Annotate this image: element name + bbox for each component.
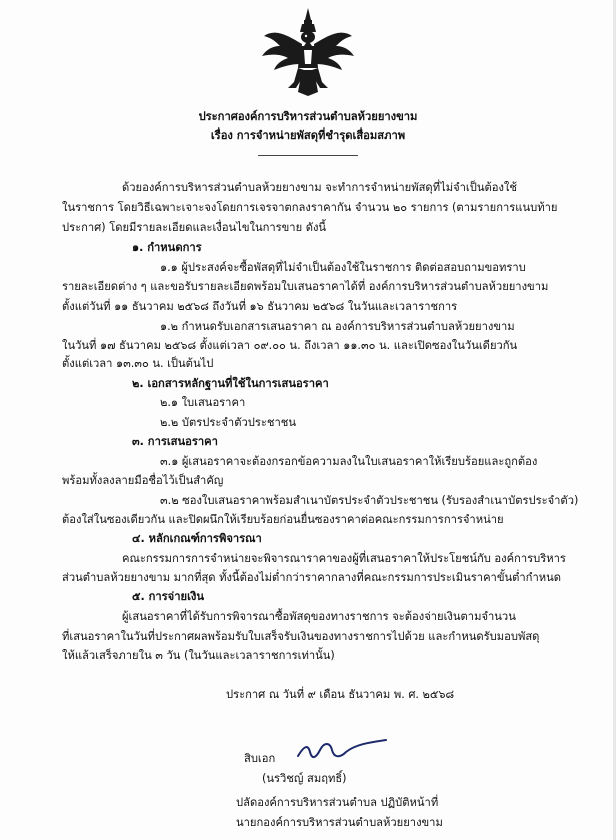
intro-line-2: ในราชการ โดยวิธีเฉพาะเจาะจงโดยการเจรจาตกลงราคากัน จำนวน ๒๐ รายการ (ตามรายการแนบท้าย xyxy=(62,201,558,214)
intro-line-1: ด้วยองค์การบริหารส่วนตำบลห้วยยางขาม จะทำการจำหน่ายพัสดุที่ไม่จำเป็นต้องใช้ xyxy=(122,181,517,194)
signer-rank: สิบเอก xyxy=(244,752,276,765)
signer-position-line-1: ปลัดองค์การบริหารส่วนตำบล ปฏิบัติหน้าที่ xyxy=(236,796,439,809)
item-3-2-line-1: ๓.๒ ซองใบเสนอราคาพร้อมสำเนาบัตรประจำตัวประชาชน (รับรองสำเนาบัตรประจำตัว) xyxy=(160,494,579,507)
handwritten-signature xyxy=(296,730,388,770)
item-1-1-line-3: ตั้งแต่วันที่ ๑๑ ธันวาคม ๒๕๖๘ ถึงวันที่ ๑๖ ธันวาคม ๒๕๖๘ ในวันและเวลาราชการ xyxy=(62,300,458,313)
title-divider xyxy=(258,155,358,156)
item-3-1-line-2: พร้อมทั้งลงลายมือชื่อไว้เป็นสำคัญ xyxy=(62,474,224,487)
item-1-2-line-1: ๑.๒ กำหนดรับเอกสารเสนอราคา ณ องค์การบริหารส่วนตำบลห้วยยางขาม xyxy=(160,320,515,333)
item-2-2: ๒.๒ บัตรประจำตัวประชาชน xyxy=(160,416,296,429)
item-1-2-line-2: ในวันที่ ๑๗ ธันวาคม ๒๕๖๘ ตั้งแต่เวลา ๐๙.๐๐ น. ถึงเวลา ๑๑.๓๐ น. และเปิดซองในวันเดียวกัน xyxy=(62,339,518,352)
section-2-heading: ๒. เอกสารหลักฐานที่ใช้ในการเสนอราคา xyxy=(132,377,329,390)
section-5-heading: ๕. การจ่ายเงิน xyxy=(132,590,205,603)
announcement-date: ประกาศ ณ วันที่ ๙ เดือน ธันวาคม พ. ศ. ๒๕๖๘ xyxy=(226,688,455,701)
section-4-heading: ๔. หลักเกณฑ์การพิจารณา xyxy=(132,532,262,545)
section-3-heading: ๓. การเสนอราคา xyxy=(132,435,218,448)
item-3-2-line-2: ต้องใส่ในซองเดียวกัน และปิดผนึกให้เรียบร้อยก่อนยื่นซองราคาต่อคณะกรรมการการจำหน่าย xyxy=(62,513,504,526)
section-1-heading: ๑. กำหนดการ xyxy=(132,241,202,254)
intro-line-3: ประกาศ) โดยมีรายละเอียดและเงื่อนไขในการขาย ดังนี้ xyxy=(62,221,327,234)
document-title: ประกาศองค์การบริหารส่วนตำบลห้วยยางขาม xyxy=(198,110,418,123)
signer-name: (นรวิชญ์ สมฤทธิ์) xyxy=(262,772,347,785)
item-1-2-line-3: ตั้งแต่เวลา ๑๓.๓๐ น. เป็นต้นไป xyxy=(62,357,214,370)
garuda-emblem-icon xyxy=(258,6,358,98)
signer-position-line-2: นายกองค์การบริหารส่วนตำบลห้วยยางขาม xyxy=(236,816,443,829)
section-5-line-2: ที่เสนอราคาในวันที่ประกาศผลพร้อมรับใบเสร็จรับเงินของทางราชการไปด้วย และกำหนดรับมอบพัสดุ xyxy=(62,630,540,643)
section-5-line-1: ผู้เสนอราคาที่ได้รับการพิจารณาซื้อพัสดุของทางราชการ จะต้องจ่ายเงินตามจำนวน xyxy=(122,610,516,623)
section-5-line-3: ให้แล้วเสร็จภายใน ๓ วัน (ในวันและเวลาราชการเท่านั้น) xyxy=(62,649,335,662)
section-4-line-1: คณะกรรมการการจำหน่ายจะพิจารณาราคาของผู้ที่เสนอราคาให้ประโยชน์กับ องค์การบริหาร xyxy=(122,552,566,565)
item-3-1-line-1: ๓.๑ ผู้เสนอราคาจะต้องกรอกข้อความลงในใบเสนอราคาให้เรียบร้อยและถูกต้อง xyxy=(160,455,538,468)
section-4-line-2: ส่วนตำบลห้วยยางขาม มากที่สุด ทั้งนี้ต้องไม่ต่ำกว่าราคากลางที่คณะกรรมการประเมินราคาขั้นต่ำกำหนด xyxy=(62,571,562,584)
item-2-1: ๒.๑ ใบเสนอราคา xyxy=(160,396,246,409)
item-1-1-line-1: ๑.๑ ผู้ประสงค์จะซื้อพัสดุที่ไม่จำเป็นต้องใช้ในราชการ ติดต่อสอบถามขอทราบ xyxy=(160,261,526,274)
item-1-1-line-2: รายละเอียดต่าง ๆ และขอรับรายละเอียดพร้อมใบเสนอราคาได้ที่ องค์การบริหารส่วนตำบลห้วยยางขาม xyxy=(62,280,549,293)
document-subject: เรื่อง การจำหน่ายพัสดุที่ชำรุดเสื่อมสภาพ xyxy=(210,129,406,142)
